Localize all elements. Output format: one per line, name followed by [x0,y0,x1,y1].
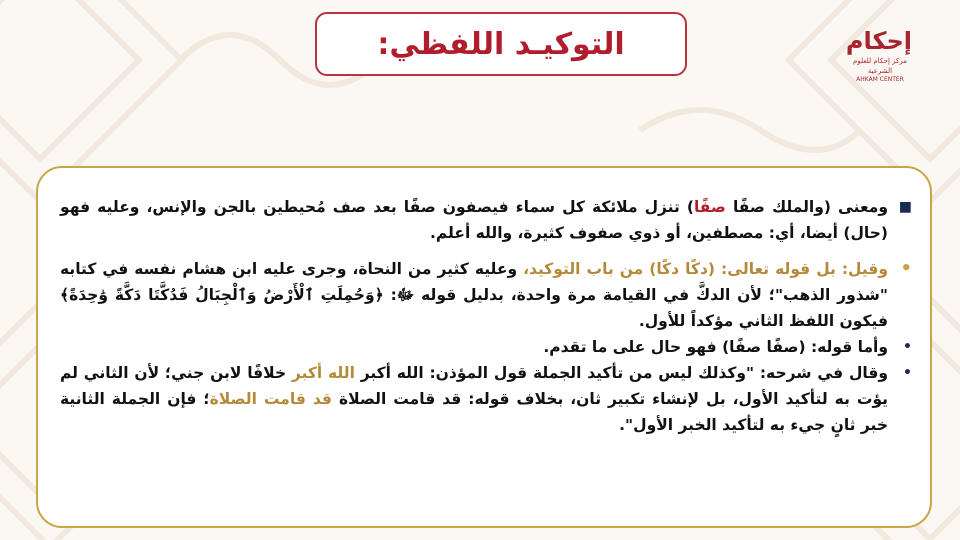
logo-subtitle: مركز إحكام للعلوم الشرعية [853,57,907,75]
text-segment: ؛ فإن الجملة الثانية خبر ثانٍ جيء به لتأكيد الخبر الأول". [60,390,888,434]
page-title: التوكيـد اللفظي: [377,26,625,62]
content-box [36,166,932,528]
logo-wordmark: إحكام [845,27,912,55]
highlighted-text: صفًا [693,198,726,216]
brand-logo [845,26,912,94]
bullet-icon: • [903,365,912,381]
text-segment: وقال في شرحه: "وكذلك ليس من تأكيد الجملة قول المؤذن: الله أكبر [354,364,888,382]
logo-subtitle-latin: AHKAM CENTER [856,76,904,83]
list-item [60,194,912,246]
list-item [60,256,912,334]
bullet-icon: • [903,339,912,355]
text-segment: خلافًا لابن جني؛ لأن الثاني لم يؤت به لتأكيد الأول، بل لإنشاء تكبير ثان، بخلاف قوله: قد قامت الصلاة [60,364,888,408]
text-segment: ) تنزل ملائكة كل سماء فيصفون صفًا بعد صف مُحيطين بالجن والإنس، وعليه فهو (حال) أيضا، أي: مصطفين، أو ذوي صفوف كثيرة، والله أعلم. [60,198,888,242]
text-segment: وأما قوله: (صفًا صفًا) فهو حال على ما تقدم. [543,338,888,356]
bullet-icon: ■ [898,199,912,215]
highlighted-text: الله أكبر [291,364,355,382]
highlighted-text: وقيل: بل قوله تعالى: (دكًا دكًا) من باب التوكيد، [523,260,889,278]
list-item [60,360,912,438]
text-segment: ومعنى (والملك صفًا [725,198,888,216]
bullet-icon: • [900,258,912,279]
highlighted-text: قد قامت الصلاة [209,390,332,408]
list-item [60,334,912,360]
content-list [60,194,912,438]
title-box [315,12,687,76]
text-segment: وعليه كثير من النحاة، وجرى عليه ابن هشام نفسه في كتابه "شذور الذهب"؛ لأن الدكَّ في القيامة مرة واحدة، بدليل قوله ﷻ: ﴿وَحُمِلَتِ ٱلْأَرْضُ وَٱلْجِبَالُ فَدُكَّتَا دَكَّةً وَٰحِدَةً﴾ فيكون اللفظ الثاني مؤكداً للأول. [60,260,888,330]
